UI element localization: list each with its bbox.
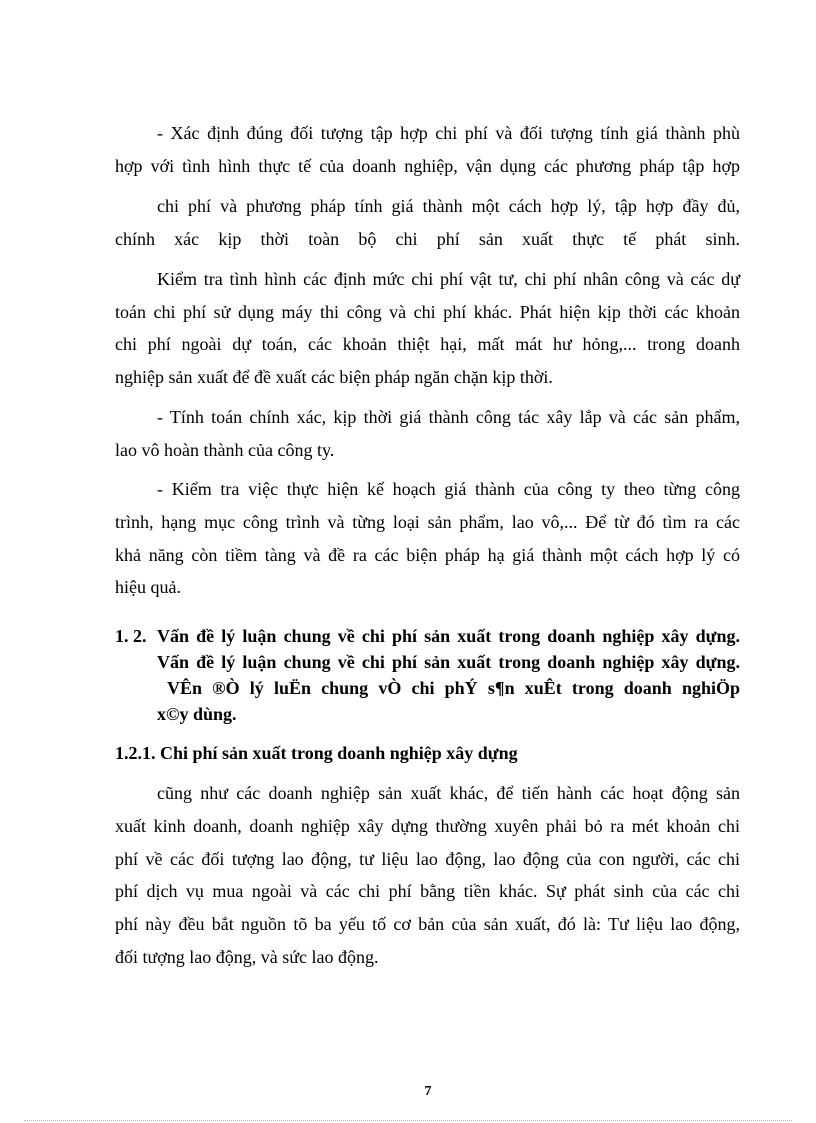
paragraph-3-line-3: chi phí ngoài dự toán, các khoản thiệt hại, mất mát hư hỏng,... trong doanh	[115, 334, 740, 354]
body-line-5: phí này đều bắt nguồn tõ ba yếu tố cơ bản của sản xuất, đó là: Tư liệu lao động,	[115, 914, 740, 934]
paragraph-1-line-2: hợp với tình hình thực tế của doanh nghiệp, vận dụng các phương pháp tập hợp	[115, 156, 740, 176]
section-heading-line-2: Vấn đề lý luận chung về chi phí sản xuất trong doanh nghiệp xây dựng.	[157, 652, 740, 672]
body-line-4: phí dịch vụ mua ngoài và các chi phí bằng tiền khác. Sự phát sinh của các chi	[115, 881, 740, 901]
subsection-heading: 1.2.1. Chi phí sản xuất trong doanh nghiệp xây dựng	[115, 743, 518, 763]
paragraph-5-line-1: - Kiểm tra việc thực hiện kế hoạch giá thành của công ty theo từng công	[157, 479, 740, 499]
body-line-1: cũng như các doanh nghiệp sản xuất khác, để tiến hành các hoạt động sản	[157, 783, 740, 803]
paragraph-1-line-1: - Xác định đúng đối tượng tập hợp chi phí và đối tượng tính giá thành phù	[157, 123, 740, 143]
section-heading-line-4: x©y dùng.	[157, 704, 237, 724]
paragraph-2-line-2: chính xác kịp thời toàn bộ chi phí sản xuất thực tế phát sinh.	[115, 229, 740, 249]
paragraph-5-line-3: khả năng còn tiềm tàng và đề ra các biện pháp hạ giá thành một cách hợp lý có	[115, 545, 740, 565]
section-heading-line-3: VÊn ®Ò lý luËn chung vÒ chi phÝ s¶n xuÊt trong doanh nghiÖp	[167, 678, 740, 698]
section-number: 1. 2.	[115, 626, 147, 646]
body-line-6: đối tượng lao động, và sức lao động.	[115, 947, 379, 967]
paragraph-4-line-1: - Tính toán chính xác, kịp thời giá thành công tác xây lắp và các sản phẩm,	[157, 407, 740, 427]
paragraph-3-line-1: Kiểm tra tình hình các định mức chi phí vật tư, chi phí nhân công và các dự	[157, 269, 740, 289]
paragraph-2-line-1: chi phí và phương pháp tính giá thành một cách hợp lý, tập hợp đầy đủ,	[157, 196, 740, 216]
page-number: 7	[424, 1084, 432, 1099]
body-line-3: phí về các đối tượng lao động, tư liệu lao động, lao động của con người, các chi	[115, 849, 740, 869]
paragraph-4-line-2: lao vô hoàn thành của công ty.	[115, 440, 335, 460]
section-heading-line-1: Vấn đề lý luận chung về chi phí sản xuất trong doanh nghiệp xây dựng.	[157, 626, 740, 646]
paragraph-5-line-4: hiệu quả.	[115, 577, 181, 597]
paragraph-3-line-4: nghiệp sản xuất để đề xuất các biện pháp ngăn chặn kịp thời.	[115, 367, 553, 387]
paragraph-3-line-2: toán chi phí sử dụng máy thi công và chi phí khác. Phát hiện kịp thời các khoản	[115, 302, 740, 322]
body-line-2: xuất kinh doanh, doanh nghiệp xây dựng thường xuyên phải bỏ ra mét khoản chi	[115, 816, 740, 836]
paragraph-5-line-2: trình, hạng mục công trình và từng loại sản phẩm, lao vô,... Để từ đó tìm ra các	[115, 512, 740, 532]
page-bottom-divider	[24, 1120, 792, 1121]
